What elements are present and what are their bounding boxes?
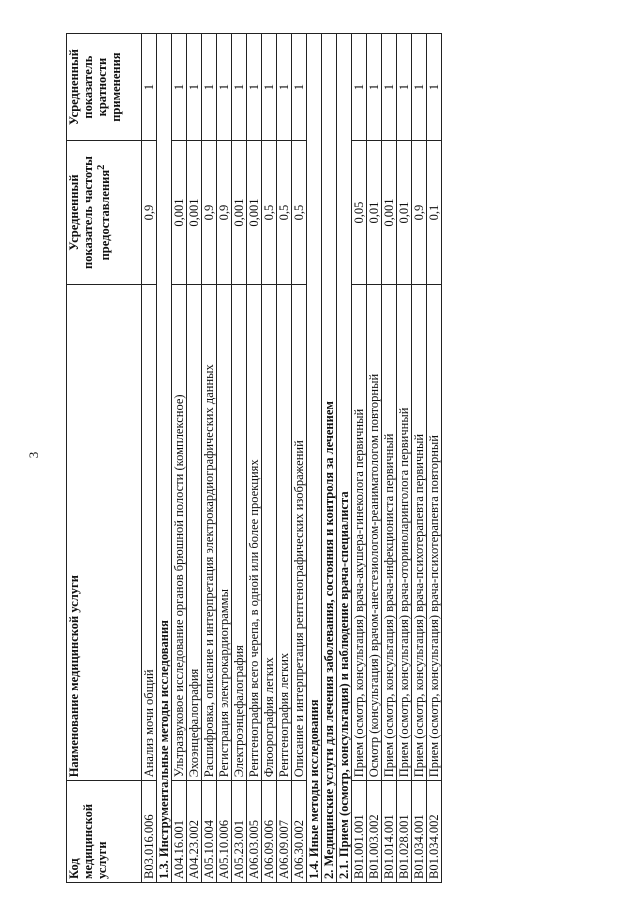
section-title: 2.1. Прием (осмотр, консультация) и наблюдение врача-специалиста [337, 34, 352, 883]
cell-name: Ультразвуковое исследование органов брюшной полости (комплексное) [172, 284, 187, 780]
cell-mult: 1 [262, 34, 277, 141]
cell-mult: 1 [292, 34, 307, 141]
section-row [322, 34, 337, 883]
cell-name: Флюорография легких [262, 284, 277, 780]
cell-mult: 1 [277, 34, 292, 141]
cell-freq: 0,5 [292, 141, 307, 285]
cell-freq: 0,5 [277, 141, 292, 285]
cell-name: Прием (осмотр, консультация) врача-оториноларинголога первичный [397, 284, 412, 780]
cell-name: Расшифровка, описание и интерпретация электрокардиографических данных [202, 284, 217, 780]
cell-name: Рентгенография всего черепа, в одной или более проекциях [247, 284, 262, 780]
cell-code: A04.23.002 [187, 781, 202, 883]
cell-freq: 0,9 [217, 141, 232, 285]
cell-code: B01.034.001 [412, 781, 427, 883]
cell-code: B01.028.001 [397, 781, 412, 883]
cell-name: Прием (осмотр, консультация) врача-инфекциониста первичный [382, 284, 397, 780]
table-row [232, 34, 247, 883]
cell-mult: 1 [412, 34, 427, 141]
header-row [67, 34, 142, 883]
cell-freq: 0,05 [352, 141, 367, 285]
cell-code: B03.016.006 [142, 781, 157, 883]
cell-name: Электроэнцефалография [232, 284, 247, 780]
header-freq [67, 141, 142, 285]
services-table [66, 33, 442, 883]
rotated-page [66, 33, 586, 883]
cell-freq: 0,9 [202, 141, 217, 285]
cell-mult: 1 [247, 34, 262, 141]
cell-code: A06.09.006 [262, 781, 277, 883]
cell-freq: 0,9 [412, 141, 427, 285]
cell-freq: 0,001 [247, 141, 262, 285]
cell-freq: 0,001 [172, 141, 187, 285]
cell-code: A05.23.001 [232, 781, 247, 883]
cell-name: Прием (осмотр, консультация) врача-акушера-гинеколога первичный [352, 284, 367, 780]
page-number: 3 [26, 451, 41, 459]
header-freq-text: Усредненный показатель частоты предоставления [67, 156, 113, 270]
table-row [397, 34, 412, 883]
section-row [157, 34, 172, 883]
cell-code: A06.09.007 [277, 781, 292, 883]
cell-mult: 1 [217, 34, 232, 141]
cell-freq: 0,01 [367, 141, 382, 285]
table-body [142, 34, 442, 883]
cell-name: Прием (осмотр, консультация) врача-психотерапевта первичный [412, 284, 427, 780]
cell-name: Эхоэнцефалография [187, 284, 202, 780]
table-row [217, 34, 232, 883]
table-row [262, 34, 277, 883]
header-name: Наименование медицинской услуги [67, 284, 142, 780]
table-row [247, 34, 262, 883]
cell-name: Анализ мочи общий [142, 284, 157, 780]
cell-mult: 1 [427, 34, 442, 141]
cell-name: Рентгенография легких [277, 284, 292, 780]
table-row [367, 34, 382, 883]
cell-code: B01.001.001 [352, 781, 367, 883]
cell-mult: 1 [232, 34, 247, 141]
cell-freq: 0,001 [232, 141, 247, 285]
cell-mult: 1 [202, 34, 217, 141]
table-row [412, 34, 427, 883]
section-row [337, 34, 352, 883]
table-row [187, 34, 202, 883]
table-row [277, 34, 292, 883]
cell-name: Прием (осмотр, консультация) врача-психотерапевта повторный [427, 284, 442, 780]
cell-code: B01.003.002 [367, 781, 382, 883]
table-row [202, 34, 217, 883]
table-row [427, 34, 442, 883]
cell-code: A06.03.005 [247, 781, 262, 883]
cell-code: A06.30.002 [292, 781, 307, 883]
cell-freq: 0,5 [262, 141, 277, 285]
cell-code: A04.16.001 [172, 781, 187, 883]
cell-name: Осмотр (консультация) врачом-анестезиологом-реаниматологом повторный [367, 284, 382, 780]
cell-freq: 0,001 [187, 141, 202, 285]
cell-freq: 0,01 [397, 141, 412, 285]
table-row [172, 34, 187, 883]
cell-mult: 1 [397, 34, 412, 141]
header-freq-sup: 2 [96, 164, 107, 170]
cell-freq: 0,001 [382, 141, 397, 285]
cell-mult: 1 [367, 34, 382, 141]
table-row [382, 34, 397, 883]
table-row [142, 34, 157, 883]
cell-freq: 0,1 [427, 141, 442, 285]
cell-code: B01.014.001 [382, 781, 397, 883]
table-row [292, 34, 307, 883]
header-mult: Усредненный показатель кратности применения [67, 34, 142, 141]
cell-mult: 1 [187, 34, 202, 141]
header-code: Код медицинской услуги [67, 781, 142, 883]
section-title: 1.4. Иные методы исследования [307, 34, 322, 883]
cell-mult: 1 [172, 34, 187, 141]
cell-freq: 0,9 [142, 141, 157, 285]
section-row [307, 34, 322, 883]
cell-mult: 1 [382, 34, 397, 141]
table-row [352, 34, 367, 883]
cell-code: B01.034.002 [427, 781, 442, 883]
cell-name: Регистрация электрокардиограммы [217, 284, 232, 780]
cell-mult: 1 [142, 34, 157, 141]
cell-code: A05.10.004 [202, 781, 217, 883]
section-title: 2. Медицинские услуги для лечения заболевания, состояния и контроля за лечением [322, 34, 337, 883]
cell-code: A05.10.006 [217, 781, 232, 883]
cell-mult: 1 [352, 34, 367, 141]
cell-name: Описание и интерпретация рентгенографических изображений [292, 284, 307, 780]
section-title: 1.3. Инструментальные методы исследования [157, 34, 172, 883]
